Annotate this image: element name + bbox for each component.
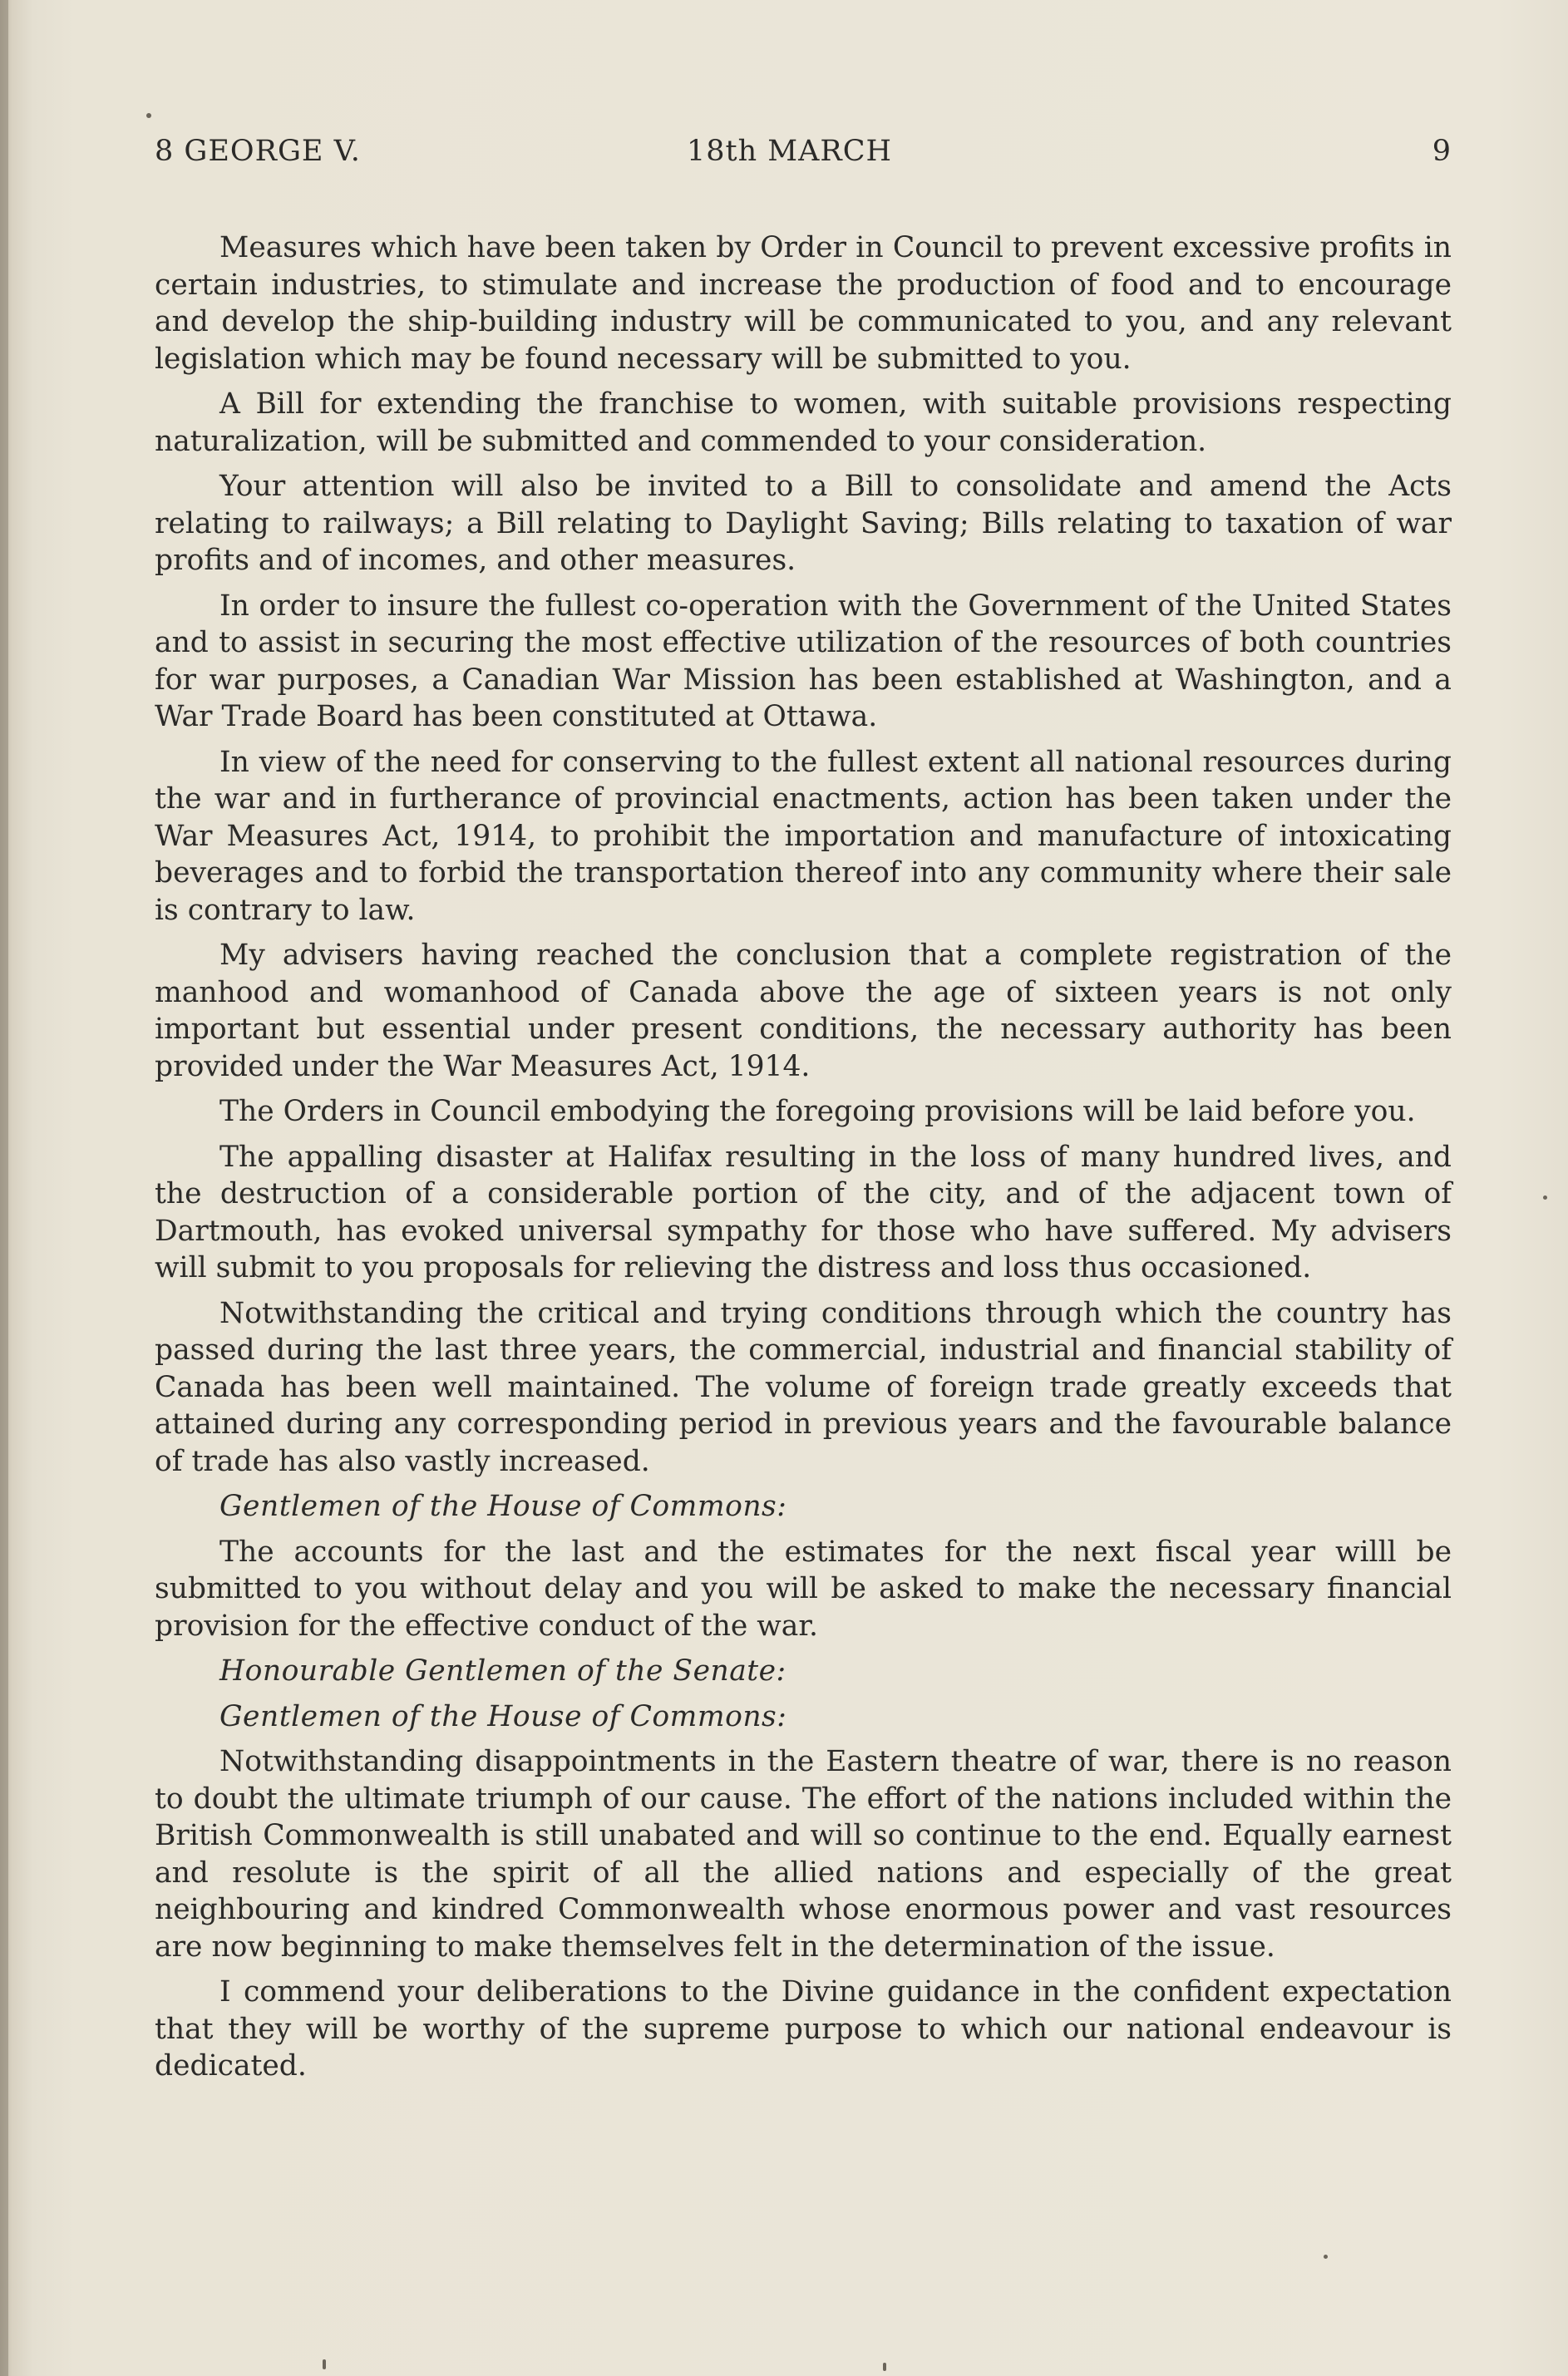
paragraph: Notwithstanding the critical and trying conditions through which the country has passed during the last three years, the commercial, industrial and financial stability of Canada has been well maintained. The volume of foreign trade greatly exceeds that attained during any corresponding period in previous years and the favourable balance of trade has also vastly increased. xyxy=(155,1296,1452,1478)
paragraph: My advisers having reached the conclusion that a complete registration of the manhood and womanhood of Canada above the age of sixteen years is not only important but essential under present conditions, the necessary authority has been provided under the War Measures Act, 1914. xyxy=(155,939,1452,1083)
paragraph: Measures which have been taken by Order in Council to prevent excessive profits in certain industries, to stimulate and increase the production of food and to encourage and develop the ship-building industry will be communicated to you, and any relevant legislation which may be found necessary will be submitted to you. xyxy=(155,231,1452,376)
paper-speck xyxy=(323,2359,326,2369)
paragraph: I commend your deliberations to the Divine guidance in the confident expectation that they will be worthy of the supreme purpose to which our national endeavour is dedicated. xyxy=(155,1975,1452,2083)
paragraph: Your attention will also be invited to a Bill to consolidate and amend the Acts relating to railways; a Bill relating to Daylight Saving; Bills relating to taxation of war profits and of incomes, and other measures. xyxy=(155,470,1452,577)
paragraph: The appalling disaster at Halifax resulting in the loss of many hundred lives, and the destruction of a considerable portion of the city, and of the adjacent town of Dartmouth, has evoked universal sympathy for those who have suffered. My advisers will submit to you proposals for relieving the distress and loss thus occasioned. xyxy=(155,1140,1452,1284)
page-number: 9 xyxy=(1432,135,1452,168)
header-date: 18th MARCH xyxy=(687,135,893,168)
paper-speck xyxy=(1543,1195,1547,1200)
address-commons: Gentlemen of the House of Commons: xyxy=(219,1699,787,1733)
running-header xyxy=(155,135,1452,175)
paragraph: In view of the need for conserving to the fullest extent all national resources during the war and in furtherance of provincial enactments, action has been taken under the War Measures Act, 1914, to prohibit the importation and manufacture of intoxicating beverages and to forbid the transportation thereof into any community where their sale is contrary to law. xyxy=(155,745,1452,927)
paper-speck xyxy=(883,2363,886,2371)
paragraph: The Orders in Council embodying the foregoing provisions will be laid before you. xyxy=(219,1095,1416,1128)
paragraph: Notwithstanding disappointments in the Eastern theatre of war, there is no reason to doubt the ultimate triumph of our cause. The effort of the nations included within the British Commonwealth is still unabated and will so continue to the end. Equally earnest and resolute is the spirit of all the allied nations and especially of the great neighbouring and kindred Commonwealth whose enormous power and vast resources are now beginning to make themselves felt in the determination of the issue. xyxy=(155,1745,1452,1964)
address-senate: Honourable Gentlemen of the Senate: xyxy=(219,1654,786,1688)
paragraph: In order to insure the fullest co-operation with the Government of the United States and to assist in securing the most effective utilization of the resources of both countries for war purposes, a Canadian War Mission has been established at Washington, and a War Trade Board has been constituted at Ottawa. xyxy=(155,589,1452,733)
paragraph: A Bill for extending the franchise to women, with suitable provisions respecting naturalization, will be submitted and commended to your consideration. xyxy=(155,387,1452,458)
header-session: 8 GEORGE V. xyxy=(155,135,361,168)
paper-speck xyxy=(146,113,151,118)
speech-body xyxy=(155,229,1452,2093)
page-edge-shadow xyxy=(0,0,8,2376)
paper-speck xyxy=(1324,2255,1328,2259)
paragraph: The accounts for the last and the estimates for the next fiscal year willl be submitted to you without delay and you will be asked to make the necessary financial provision for the effective conduct of the war. xyxy=(155,1535,1452,1643)
address-commons: Gentlemen of the House of Commons: xyxy=(219,1490,787,1523)
